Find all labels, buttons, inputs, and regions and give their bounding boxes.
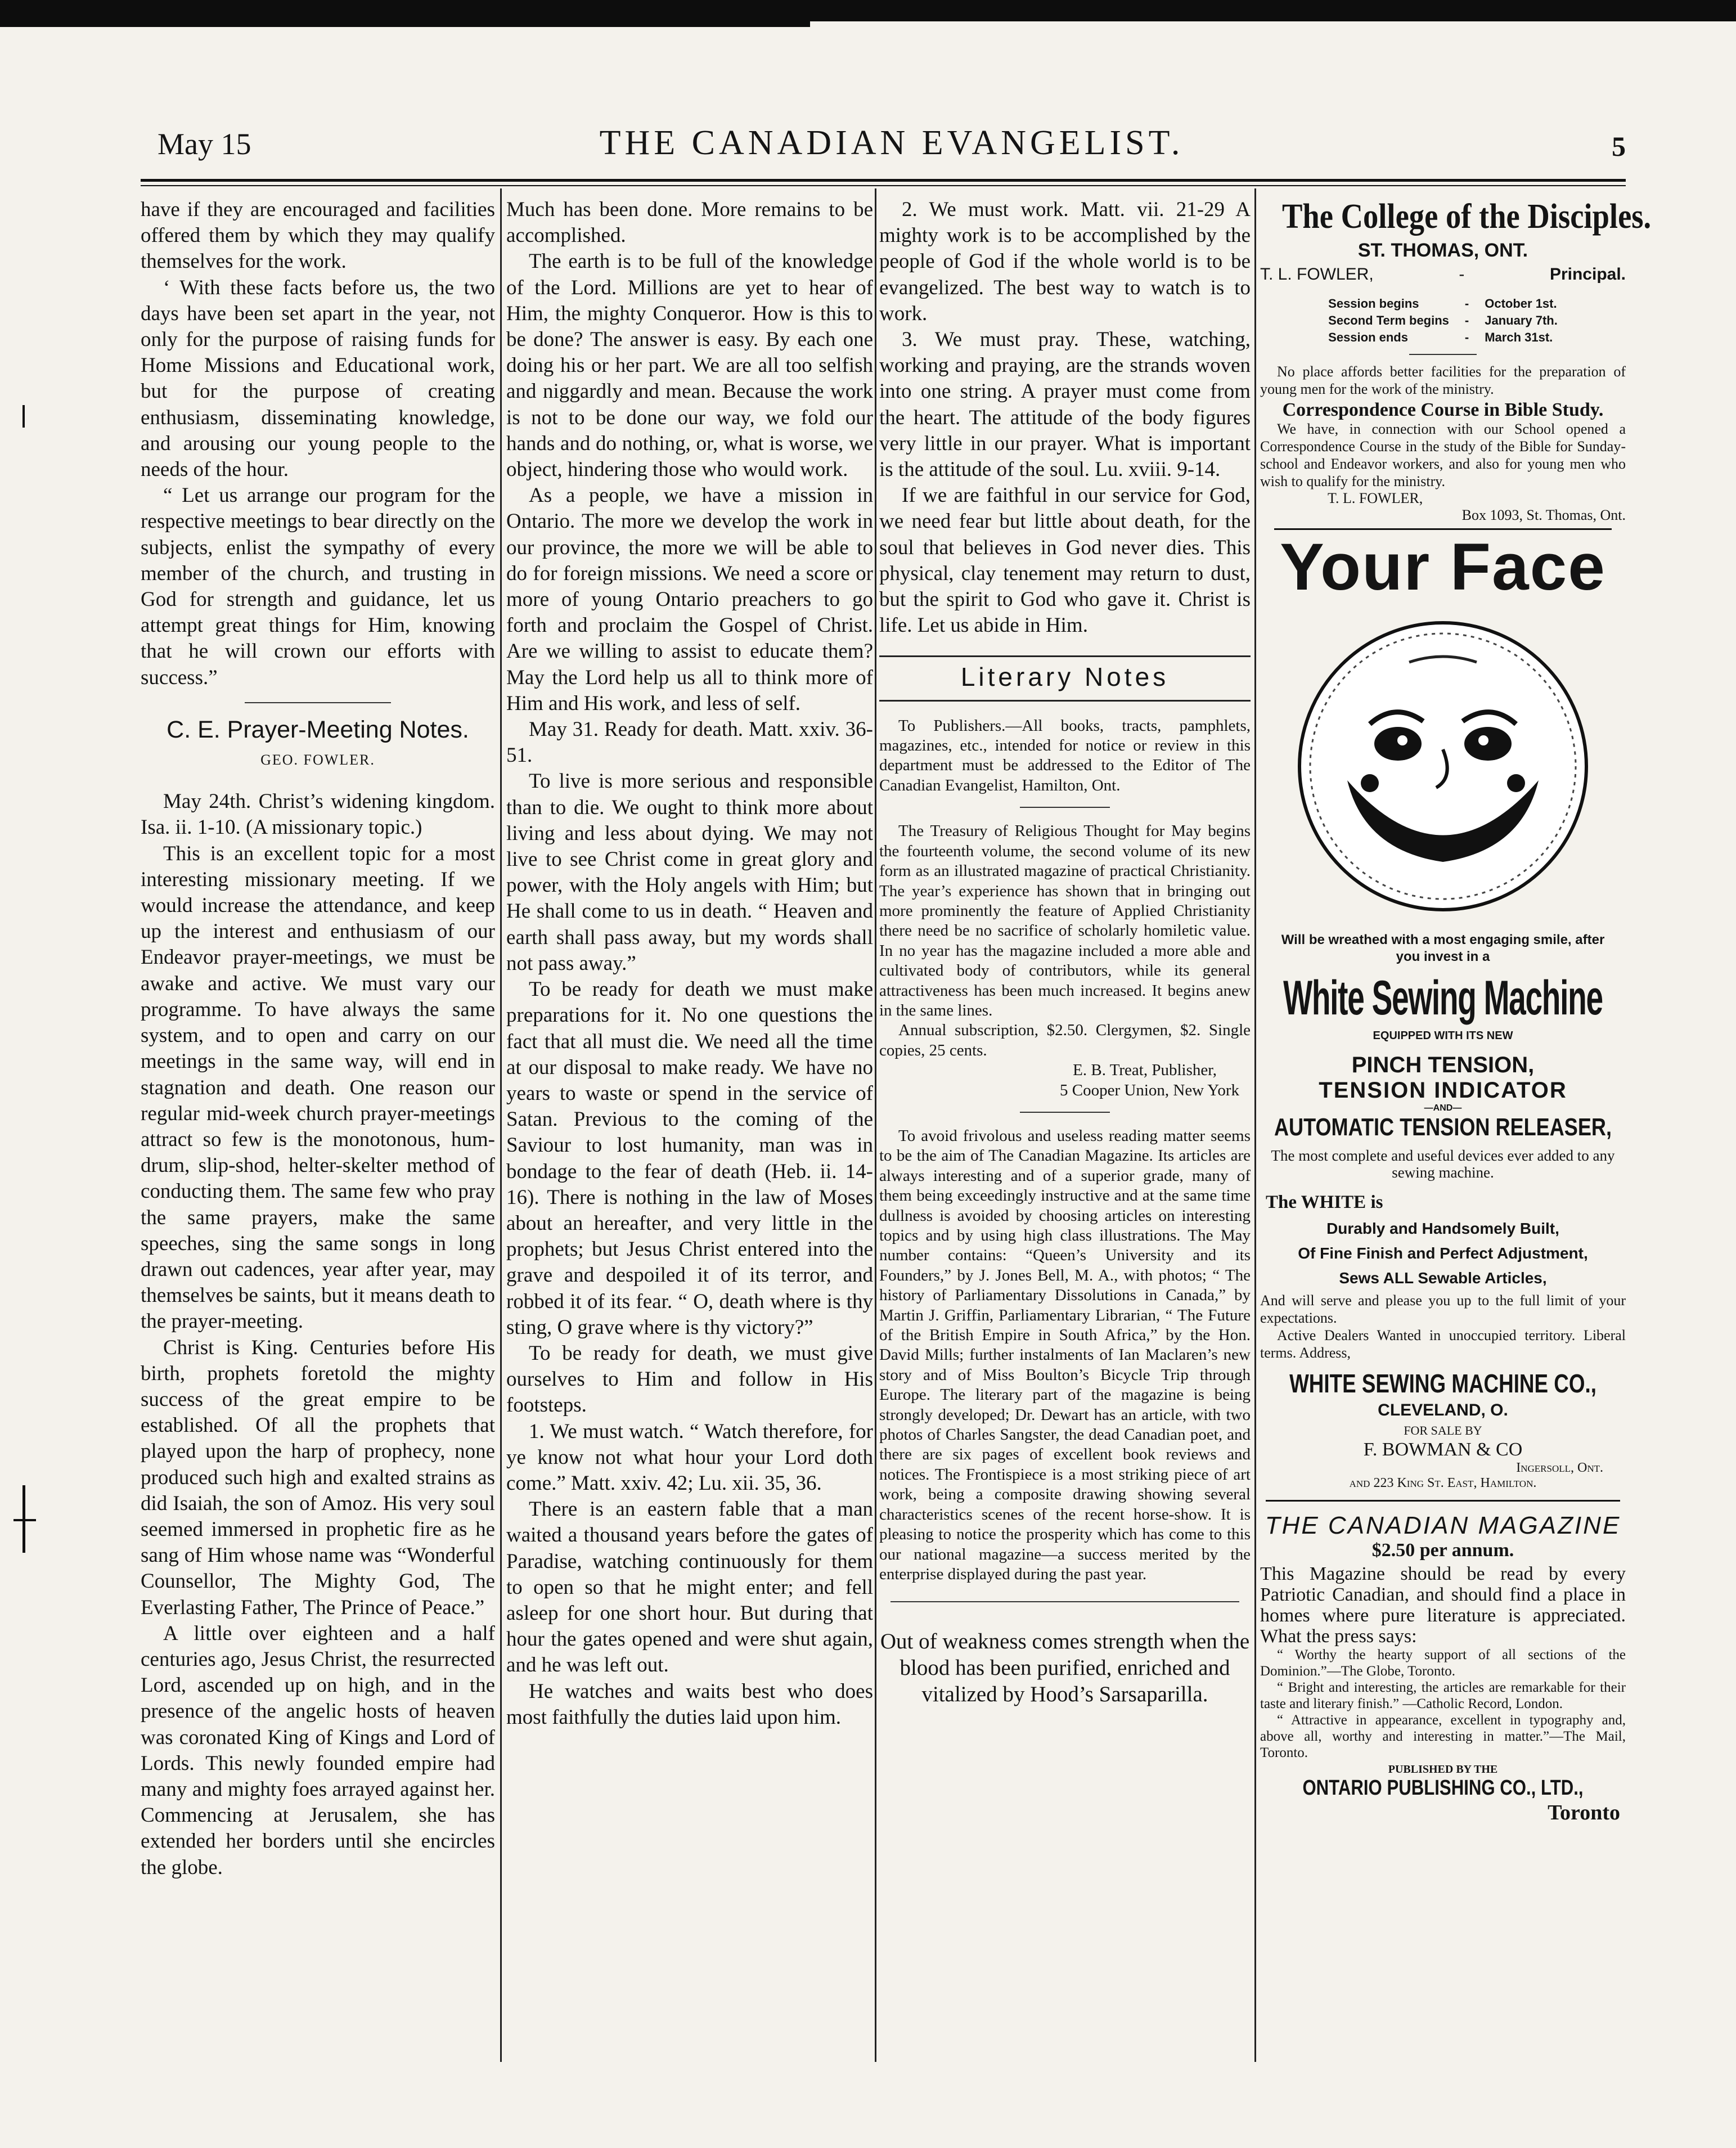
scan-mark bbox=[23, 405, 25, 428]
automatic-tension-releaser: AUTOMATIC TENSION RELEASER, bbox=[1274, 1113, 1612, 1141]
college-location: ST. THOMAS, ONT. bbox=[1357, 240, 1528, 261]
paragraph: As a people, we have a mission in Ontario. The more we develop the work in our province, the more we will be able to do for foreign missions. We need a score or more of young Ontario preachers to go forth and proclaim the Gospel of Christ. Are we willing to assist to educate them? May the Lord help us all to think more of Him and His work, and less of self. bbox=[506, 484, 873, 715]
paragraph: 1. We must watch. “ Watch therefore, for ye know not what hour your Lord doth come.” Matt. xxiv. 42; Lu. xii. 35, 36. bbox=[506, 1419, 873, 1495]
header-rule-thin bbox=[141, 185, 1626, 186]
toronto-city: Toronto bbox=[1548, 1801, 1620, 1825]
table-row bbox=[1320, 295, 1566, 312]
tension-indicator: TENSION INDICATOR bbox=[1319, 1078, 1567, 1103]
column-rule-2 bbox=[875, 188, 876, 2062]
advertisement-column bbox=[1260, 197, 1652, 1825]
paragraph: A little over eighteen and a half centuries ago, Jesus Christ, the resurrected Lord, ascended up on high, and in the presence of the angelic hosts of heaven was coronated King of Kings and Lord of Lords. This newly founded empire had many and mighty foes arrayed against her. Commencing at Jerusalem, she has extended her borders until she encircles the globe. bbox=[141, 1621, 495, 1879]
for-sale-by: FOR SALE BY bbox=[1404, 1423, 1482, 1437]
session-label: Session ends bbox=[1328, 330, 1408, 344]
ad-divider bbox=[1266, 1500, 1620, 1502]
literary-notes bbox=[879, 716, 1251, 1585]
paragraph: ‘ With these facts before us, the two days have been set apart in the year, not only for the purpose of raising funds for Home Missions and Educational work, but for the purpose of creating enthusiasm, disseminating knowledge, and arousing our young people to the needs of the hour. bbox=[141, 276, 495, 482]
publisher-name: E. B. Treat, Publisher, bbox=[1073, 1061, 1217, 1080]
page-header bbox=[158, 115, 1626, 177]
publishers-notice: To Publishers.—All books, tracts, pamphlets, magazines, etc., intended for notice or review in this department must be addressed to the Editor of The Canadian Evangelist, Hamilton, Ont. bbox=[879, 716, 1251, 794]
issue-date: May 15 bbox=[158, 127, 251, 161]
section-divider bbox=[245, 702, 391, 703]
section-divider bbox=[1409, 354, 1477, 355]
quote-catholic-record: “ Bright and interesting, the articles are remarkable for their taste and literary finish.” —Catholic Record, London. bbox=[1260, 1680, 1626, 1711]
ingersoll-location: Ingersoll, Ont. bbox=[1516, 1461, 1603, 1475]
paragraph: May 31. Ready for death. Matt. xxiv. 36-51. bbox=[506, 718, 873, 767]
ad-divider bbox=[1274, 528, 1612, 530]
signature-address: Box 1093, St. Thomas, Ont. bbox=[1461, 507, 1626, 523]
column-rule-3 bbox=[1254, 188, 1256, 2062]
session-dates-table bbox=[1320, 295, 1566, 346]
session-date: October 1st. bbox=[1485, 296, 1557, 311]
article-column-3 bbox=[879, 197, 1251, 1707]
paragraph: 2. We must work. Matt. vii. 21-29 A mighty work is to be accomplished by the people of God if the whole world is to be evangelized. The best way to watch is to work. bbox=[879, 198, 1251, 325]
canadian-magazine-title: THE CANADIAN MAGAZINE bbox=[1265, 1512, 1621, 1539]
principal-line bbox=[1260, 265, 1626, 284]
ontario-publishing: ONTARIO PUBLISHING CO., LTD., bbox=[1302, 1776, 1584, 1800]
treasury-review: The Treasury of Religious Thought for May begins the fourteenth volume, the second volume of its new form as an illustrated magazine of practical Christianity. The year’s experience has shown that in bringing out more prominently the feature of Applied Christianity there need be no sacrifice of scholarly homiletic value. In no year has the magazine included a more able and cultivated body of contributors, while its general attractiveness has been much increased. It begins anew in the same lines. bbox=[879, 822, 1251, 1019]
no-place-text: No place affords better facilities for the preparation of young men for the work of the ministry. bbox=[1260, 363, 1626, 397]
article-column-2 bbox=[506, 197, 873, 1731]
dealers-text: Active Dealers Wanted in unoccupied territory. Liberal terms. Address, bbox=[1260, 1327, 1626, 1361]
pinch-tension: PINCH TENSION, bbox=[1351, 1053, 1535, 1077]
paragraph: May 24th. Christ’s widening kingdom. Isa. ii. 1-10. (A missionary topic.) bbox=[141, 790, 495, 839]
paragraph: Much has been done. More remains to be accomplished. bbox=[506, 198, 873, 248]
sews-all: Sews ALL Sewable Articles, bbox=[1339, 1269, 1547, 1287]
session-label: Session begins bbox=[1328, 296, 1419, 311]
paragraph: 3. We must pray. These, watching, working and praying, are the strands woven into one string. A prayer must come from the heart. The attitude of the body figures very little in our prayer. What is important is the attitude of the soul. Lu. xviii. 9-14. bbox=[879, 328, 1251, 482]
section-divider bbox=[1020, 807, 1110, 808]
table-row bbox=[1320, 312, 1566, 329]
most-complete-text: The most complete and useful devices ever added to any sewing machine. bbox=[1271, 1147, 1615, 1181]
magazine-price: $2.50 per annum. bbox=[1371, 1540, 1514, 1561]
your-face-headline: Your Face bbox=[1280, 530, 1606, 604]
article-column-1 bbox=[141, 197, 495, 1881]
correspondence-body: We have, in connection with our School opened a Correspondence Course in the study of the Bible for Sunday-school and Endeavor workers, and also for young men who wish to qualify for the ministry. bbox=[1260, 421, 1626, 489]
session-dot: - bbox=[1464, 296, 1469, 311]
subscription-info: Annual subscription, $2.50. Clergymen, $2. Single copies, 25 cents. bbox=[879, 1021, 1251, 1059]
serve-text: And will serve and please you up to the full limit of your expectations. bbox=[1260, 1292, 1626, 1326]
column-rule-1 bbox=[500, 188, 502, 2062]
scan-top-bar-edge bbox=[810, 21, 1736, 27]
correspondence-body-wrap bbox=[1260, 420, 1626, 490]
correspondence-title: Correspondence Course in Bible Study. bbox=[1282, 399, 1604, 420]
fine-finish: Of Fine Finish and Perfect Adjustment, bbox=[1298, 1244, 1588, 1262]
paragraph: This is an excellent topic for a most interesting missionary meeting. If we would increase the attendance, and keep up the interest and enthusiasm of our Endeavor prayer-meetings, we must be awake and active. We must vary our programme. To have always the same system, and to open and carry on our meetings in the same way, will end in stagnation and death. One reason our regular mid-week church prayer-meetings attract so few is the monotonous, hum-drum, slip-shod, helter-skelter method of conducting them. The same few who pray the same prayers, make the same speeches, sing the same songs in long drawn out cadences, year after year, may themselves be saints, but it means death to the prayer-meeting. bbox=[141, 842, 495, 1333]
page-number: 5 bbox=[1612, 131, 1626, 162]
table-row bbox=[1320, 329, 1566, 346]
section-divider bbox=[891, 1601, 1239, 1602]
paragraph: Christ is King. Centuries before His birth, prophets foretold the mighty success of the great empire to be established. Of all the prophets that played upon the harp of prophecy, none produced such high and exalted strains as did Isaiah, the son of Amoz. His very soul seemed immersed in prophetic fire as he sang of Him whose name was “Wonderful Counsellor, The Mighty God, The Everlasting Father, The Prince of Peace.” bbox=[141, 1336, 495, 1619]
company-city: CLEVELAND, O. bbox=[1378, 1401, 1508, 1419]
quote-mail: “ Attractive in appearance, excellent in typography and, above all, worthy and interesting in matter.”—The Mail, Toronto. bbox=[1260, 1713, 1626, 1760]
principal-dash: - bbox=[1459, 265, 1465, 284]
session-date: March 31st. bbox=[1485, 330, 1553, 344]
session-date: January 7th. bbox=[1485, 313, 1558, 327]
newspaper-title: THE CANADIAN EVANGELIST. bbox=[599, 124, 1184, 162]
press-quotes bbox=[1260, 1647, 1626, 1761]
session-dot: - bbox=[1464, 330, 1469, 344]
hamilton-address: and 223 King St. East, Hamilton. bbox=[1349, 1476, 1537, 1490]
section-heading: C. E. Prayer-Meeting Notes. bbox=[167, 716, 469, 743]
session-label: Second Term begins bbox=[1328, 313, 1449, 327]
magazine-body: This Magazine should be read by every Patriotic Canadian, and should find a place in homes where pure literature is appreciated. What the press says: bbox=[1260, 1563, 1626, 1647]
quote-globe: “ Worthy the hearty support of all sections of the Dominion.”—The Globe, Toronto. bbox=[1260, 1647, 1626, 1679]
wreathed-text: Will be wreathed with a most engaging smile, after you invest in a bbox=[1281, 932, 1605, 964]
hoods-sarsaparilla-notice: Out of weakness comes strength when the blood has been purified, enriched and vitalized by Hood’s Sarsaparilla. bbox=[880, 1629, 1250, 1707]
white-sewing-machine-headline: White Sewing Machine bbox=[1283, 971, 1603, 1025]
college-title: The College of the Disciples. bbox=[1282, 197, 1652, 236]
paragraph: He watches and waits best who does most faithfully the duties laid upon him. bbox=[506, 1679, 873, 1729]
principal-name: T. L. FOWLER, bbox=[1260, 265, 1374, 284]
published-by: PUBLISHED BY THE bbox=[1388, 1763, 1498, 1776]
durably-built: Durably and Handsomely Built, bbox=[1326, 1220, 1559, 1237]
bowman-name: F. BOWMAN & CO bbox=[1363, 1439, 1523, 1460]
paragraph: To be ready for death we must make preparations for it. No one questions the fact that all must die. We need all the time at our disposal to make ready. We have no years to waste or spend in the service of Satan. Previous to the coming of the Saviour to lost humanity, man was in bondage to the fear of death (Heb. ii. 14-16). There is nothing in the law of Moses about an hereafter, and very little in the prophets; but Jesus Christ entered into the grave and despoiled it of its terror, and robbed it of its fear. “ O, death where is thy sting, O grave where is thy victory?” bbox=[506, 978, 873, 1339]
white-is-text: The WHITE is bbox=[1266, 1192, 1383, 1212]
paragraph: “ Let us arrange our program for the respective meetings to bear directly on the subjects, enlist the sympathy of every member of the church, and trusting in God for strength and guidance, let us attempt great things for Him, knowing that he will crown our efforts with success.” bbox=[141, 484, 495, 689]
header-rule-thick bbox=[141, 179, 1626, 182]
serve-text-wrap bbox=[1260, 1292, 1626, 1361]
paragraph: To live is more serious and responsible than to die. We ought to think more about living and less about dying. We may not live to see Christ come in great glory and power, with the Holy angels with Him; but He shall come to us in death. “ Heaven and earth shall pass away, but my words shall not pass away.” bbox=[506, 770, 873, 975]
smiling-face-illustration bbox=[1285, 609, 1600, 924]
literary-notes-header bbox=[879, 655, 1251, 701]
college-description bbox=[1260, 363, 1626, 398]
smiling-face-icon bbox=[1285, 609, 1600, 924]
session-dot: - bbox=[1464, 313, 1469, 327]
scan-mark bbox=[14, 1519, 36, 1521]
signature-name: T. L. FOWLER, bbox=[1328, 490, 1423, 506]
principal-label: Principal. bbox=[1549, 265, 1626, 284]
section-divider bbox=[1020, 1112, 1110, 1113]
paragraph: There is an eastern fable that a man waited a thousand years before the gates of Paradise, watching continuously for them to open so that he might enter; and fell asleep for one short hour. But during that hour the gates opened and were shut again, and he was left out. bbox=[506, 1498, 873, 1677]
paragraph: The earth is to be full of the knowledge of the Lord. Millions are yet to hear of Him, the mighty Conqueror. How is this to be done? The answer is easy. By each one doing his or her part. We are all too selfish and niggardly and mean. Because the work is not to be done our way, we fold our hands and do nothing, or, what is worse, we object, hindering those who would work. bbox=[506, 250, 873, 482]
author-byline: GEO. FOWLER. bbox=[260, 752, 375, 769]
literary-notes-title: Literary Notes bbox=[960, 662, 1170, 692]
publisher-address: 5 Cooper Union, New York bbox=[1060, 1081, 1239, 1099]
canadian-magazine-review: To avoid frivolous and useless reading matter seems to be the aim of The Canadian Magazine. Its articles are always interesting and of a superior grade, many of them being exceedingly instructive and at the same time dullness is avoided by choosing articles on interesting topics and by using high class illustrations. The May number contains: “Queen’s University and its Founders,” by J. Jones Bell, M. A., with photos; “ The history of Parliamentary Dissolutions in Canada,” by Martin J. Griffin, Parliamentary Librarian, “ The Future of the British Empire in South Africa,” by the Hon. David Mills; further instalments of Ian Maclaren’s new story and of Miss Boulton’s Bicycle Trip through Europe. The literary part of the magazine is being strongly developed; Dr. Dewart has an article, with two photos of Charles Sangster, the dead Canadian poet, and there are six pages of excellent book reviews and notices. The Frontispiece is a most striking piece of art work, being a composite drawing showing several characteristics scenes of the recent horse-show. It is pleasing to notice the prosperity which has come to this our national magazine—a success merited by the enterprise displayed during the past year. bbox=[879, 1126, 1251, 1583]
paragraph: To be ready for death, we must give ourselves to Him and follow in His footsteps. bbox=[506, 1341, 873, 1417]
equipped-text: EQUIPPED WITH ITS NEW bbox=[1373, 1030, 1513, 1042]
and-word: —AND— bbox=[1424, 1103, 1462, 1113]
company-name: WHITE SEWING MACHINE CO., bbox=[1289, 1369, 1596, 1398]
paragraph: have if they are encouraged and facilities offered them by which they may qualify themselves for the work. bbox=[141, 198, 495, 273]
paragraph: If we are faithful in our service for God, we need fear but little about death, for the soul that believes in God never dies. This physical, clay tenement may return to dust, but the spirit to God who gave it. Christ is life. Let us abide in Him. bbox=[879, 484, 1251, 637]
